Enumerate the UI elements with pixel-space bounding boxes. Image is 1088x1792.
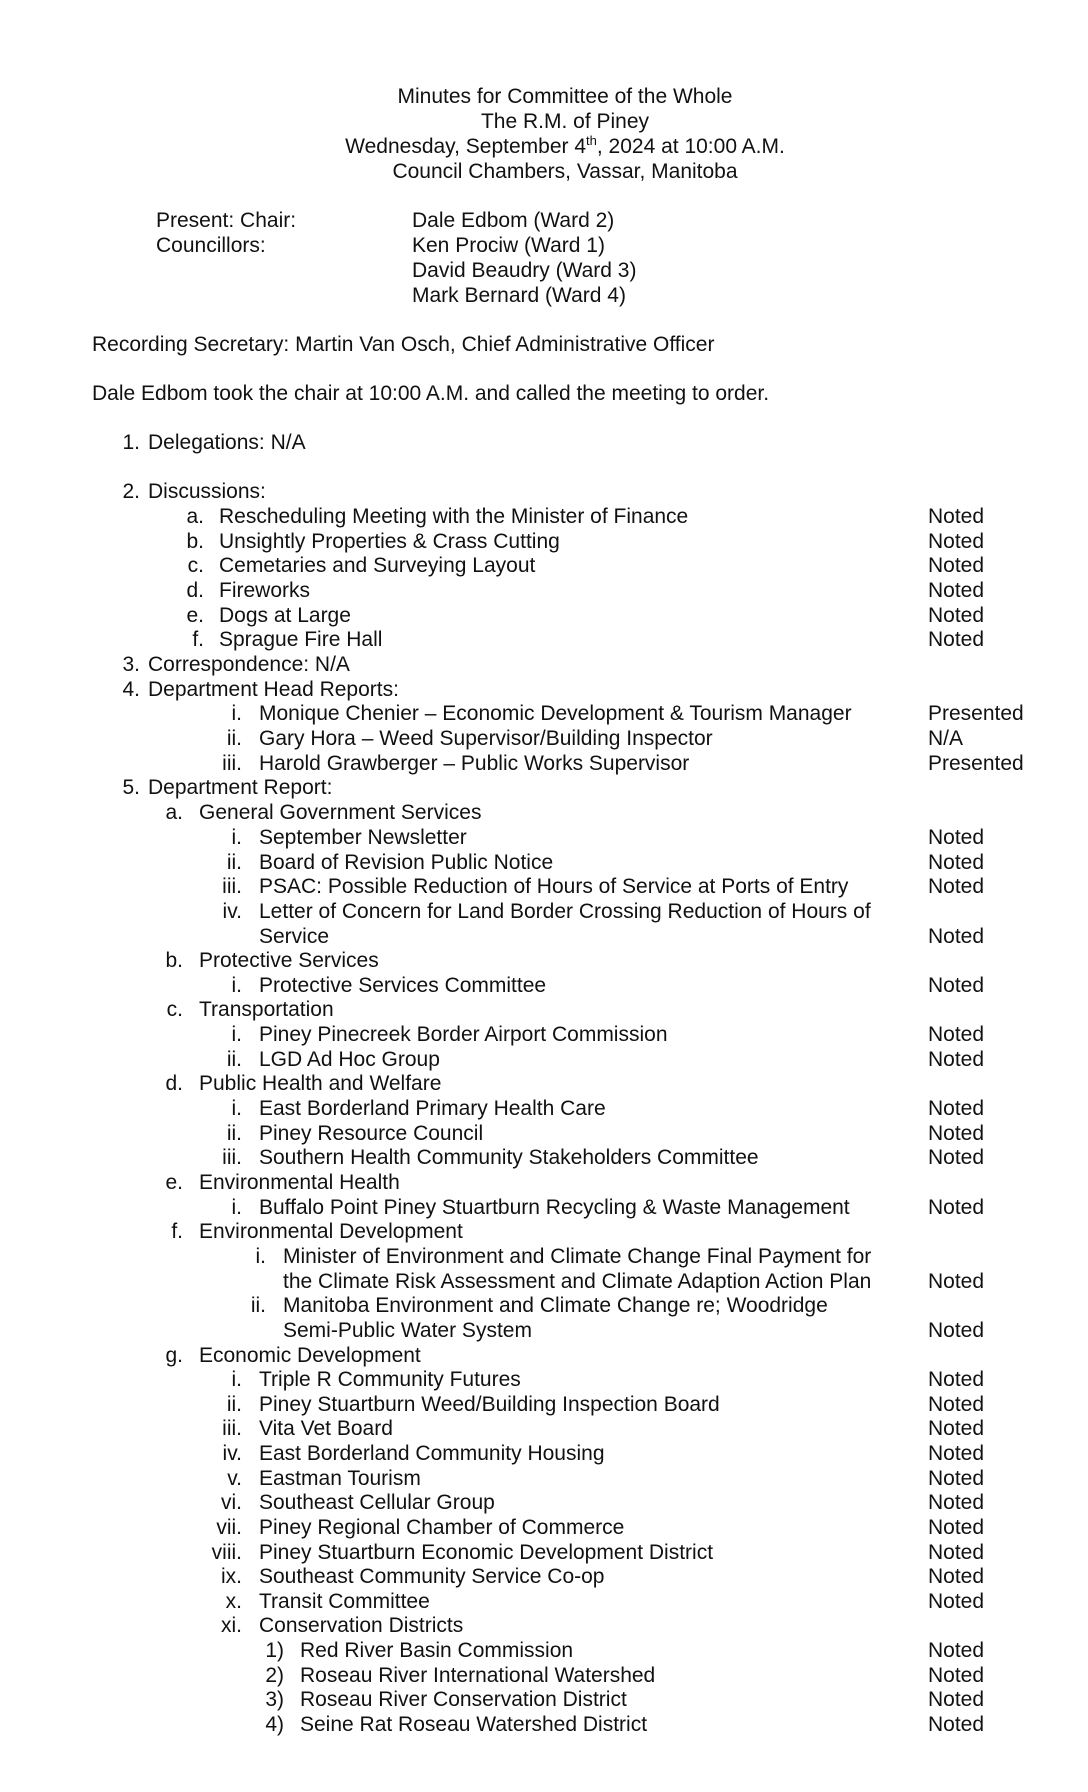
item-number: vii.: [216, 1516, 242, 1539]
item-status: Noted: [928, 1590, 985, 1613]
item-text: Semi-Public Water System: [283, 1319, 532, 1342]
item-text: Cemetaries and Surveying Layout: [219, 554, 536, 577]
item-text: LGD Ad Hoc Group: [259, 1048, 440, 1071]
item-text: September Newsletter: [259, 826, 467, 849]
item-number: iv.: [222, 900, 242, 923]
councillor-name: David Beaudry (Ward 3): [412, 259, 637, 282]
item-text: Eastman Tourism: [259, 1467, 421, 1490]
item-text: Protective Services: [199, 949, 379, 972]
item-number: 1.: [122, 431, 140, 454]
item-status: Noted: [928, 1565, 985, 1588]
item-status: N/A: [928, 727, 964, 750]
item-status: Noted: [928, 579, 985, 602]
item-text: Gary Hora – Weed Supervisor/Building Inspector: [259, 727, 713, 750]
item-number: i.: [231, 826, 242, 849]
call-to-order: Dale Edbom took the chair at 10:00 A.M. and called the meeting to order.: [92, 382, 770, 405]
item-status: Noted: [928, 1417, 985, 1440]
item-text: Piney Stuartburn Economic Development District: [259, 1541, 714, 1564]
item-number: 2.: [122, 480, 140, 503]
item-status: Noted: [928, 1048, 985, 1071]
item-status: Noted: [928, 628, 985, 651]
item-number: i.: [231, 702, 242, 725]
item-text: Dogs at Large: [219, 604, 351, 627]
item-number: a.: [165, 801, 183, 824]
item-number: iii.: [222, 875, 242, 898]
item-text: East Borderland Community Housing: [259, 1442, 605, 1465]
item-status: Presented: [928, 752, 1024, 775]
item-status: Noted: [928, 1688, 985, 1711]
item-number: xi.: [221, 1614, 242, 1637]
item-text: Monique Chenier – Economic Development & Tourism Manager: [259, 702, 852, 725]
item-number: iii.: [222, 752, 242, 775]
item-text: Piney Regional Chamber of Commerce: [259, 1516, 625, 1539]
document-title: Minutes for Committee of the Whole: [397, 85, 733, 108]
item-number: b.: [186, 530, 204, 553]
item-text: Piney Stuartburn Weed/Building Inspection Board: [259, 1393, 720, 1416]
item-number: i.: [231, 1196, 242, 1219]
item-number: i.: [255, 1245, 266, 1268]
item-number: iii.: [222, 1417, 242, 1440]
item-number: 3.: [122, 653, 140, 676]
item-number: 4.: [122, 678, 140, 701]
item-text: Correspondence: N/A: [148, 653, 350, 676]
item-status: Noted: [928, 1713, 985, 1736]
item-number: i.: [231, 974, 242, 997]
item-status: Noted: [928, 1368, 985, 1391]
item-status: Noted: [928, 530, 985, 553]
item-text: Protective Services Committee: [259, 974, 547, 997]
item-text: Red River Basin Commission: [300, 1639, 574, 1662]
item-text: Roseau River International Watershed: [300, 1664, 656, 1687]
councillors-label: Councillors:: [156, 234, 266, 257]
item-text: Unsightly Properties & Crass Cutting: [219, 530, 560, 553]
item-text: Southeast Community Service Co-op: [259, 1565, 605, 1588]
item-text: Service: [259, 925, 330, 948]
item-number: 1): [265, 1639, 284, 1662]
item-text: Seine Rat Roseau Watershed District: [300, 1713, 648, 1736]
item-text: Fireworks: [219, 579, 311, 602]
item-number: 5.: [122, 776, 140, 799]
present-label: Present: Chair:: [156, 209, 297, 232]
item-status: Noted: [928, 1467, 985, 1490]
item-text: Letter of Concern for Land Border Crossing Reduction of Hours of: [259, 900, 871, 923]
item-number: x.: [225, 1590, 242, 1613]
item-status: Noted: [928, 875, 985, 898]
item-number: vi.: [221, 1491, 242, 1514]
item-text: Department Report:: [148, 776, 333, 799]
item-text: Minister of Environment and Climate Change Final Payment for: [283, 1245, 872, 1268]
item-text: PSAC: Possible Reduction of Hours of Service at Ports of Entry: [259, 875, 849, 898]
item-status: Noted: [928, 1122, 985, 1145]
item-text: Roseau River Conservation District: [300, 1688, 627, 1711]
item-text: Department Head Reports:: [148, 678, 399, 701]
item-number: d.: [165, 1072, 183, 1095]
item-text: Environmental Development: [199, 1220, 463, 1243]
item-number: e.: [186, 604, 204, 627]
item-number: f.: [192, 628, 204, 651]
item-number: c.: [166, 998, 183, 1021]
item-text: Public Health and Welfare: [199, 1072, 442, 1095]
item-text: East Borderland Primary Health Care: [259, 1097, 606, 1120]
item-text: Delegations: N/A: [148, 431, 306, 454]
item-number: d.: [186, 579, 204, 602]
item-text: General Government Services: [199, 801, 482, 824]
item-text: Board of Revision Public Notice: [259, 851, 554, 874]
item-status: Noted: [928, 604, 985, 627]
item-text: Discussions:: [148, 480, 266, 503]
item-text: Conservation Districts: [259, 1614, 464, 1637]
item-text: Piney Pinecreek Border Airport Commission: [259, 1023, 668, 1046]
item-status: Noted: [928, 851, 985, 874]
item-number: c.: [187, 554, 204, 577]
item-status: Noted: [928, 1393, 985, 1416]
item-text: Harold Grawberger – Public Works Supervisor: [259, 752, 690, 775]
item-status: Noted: [928, 1442, 985, 1465]
item-number: ii.: [226, 1048, 242, 1071]
item-status: Noted: [928, 1097, 985, 1120]
item-number: ii.: [226, 851, 242, 874]
item-number: iii.: [222, 1146, 242, 1169]
item-number: viii.: [211, 1541, 242, 1564]
item-number: i.: [231, 1023, 242, 1046]
chair-name: Dale Edbom (Ward 2): [412, 209, 615, 232]
item-number: 3): [265, 1688, 284, 1711]
item-number: ii.: [226, 1122, 242, 1145]
item-status: Noted: [928, 1664, 985, 1687]
item-text: Economic Development: [199, 1344, 421, 1367]
municipality-name: The R.M. of Piney: [480, 110, 650, 133]
item-number: b.: [165, 949, 183, 972]
meeting-location: Council Chambers, Vassar, Manitoba: [392, 160, 738, 183]
item-number: i.: [231, 1097, 242, 1120]
item-number: g.: [165, 1344, 183, 1367]
item-status: Noted: [928, 554, 985, 577]
item-status: Noted: [928, 1023, 985, 1046]
item-text: Transportation: [199, 998, 334, 1021]
item-number: i.: [231, 1368, 242, 1391]
item-text: Piney Resource Council: [259, 1122, 484, 1145]
item-text: the Climate Risk Assessment and Climate Adaption Action Plan: [283, 1270, 872, 1293]
item-number: a.: [186, 505, 204, 528]
item-status: Noted: [928, 1639, 985, 1662]
item-text: Transit Committee: [259, 1590, 430, 1613]
item-number: f.: [171, 1220, 183, 1243]
item-status: Noted: [928, 1146, 985, 1169]
item-status: Presented: [928, 702, 1024, 725]
recording-secretary: Recording Secretary: Martin Van Osch, Chief Administrative Officer: [92, 333, 715, 356]
item-status: Noted: [928, 1270, 985, 1293]
item-text: Southern Health Community Stakeholders Committee: [259, 1146, 759, 1169]
item-text: Triple R Community Futures: [259, 1368, 521, 1391]
item-status: Noted: [928, 1196, 985, 1219]
item-text: Buffalo Point Piney Stuartburn Recycling & Waste Management: [259, 1196, 850, 1219]
item-text: Manitoba Environment and Climate Change re; Woodridge: [283, 1294, 828, 1317]
item-text: Southeast Cellular Group: [259, 1491, 495, 1514]
item-number: ii.: [226, 1393, 242, 1416]
item-number: ii.: [250, 1294, 266, 1317]
item-status: Noted: [928, 925, 985, 948]
item-status: Noted: [928, 1541, 985, 1564]
meeting-date: Wednesday, September 4th, 2024 at 10:00 A.M.: [345, 133, 785, 158]
item-text: Environmental Health: [199, 1171, 400, 1194]
item-status: Noted: [928, 1491, 985, 1514]
item-text: Rescheduling Meeting with the Minister of Finance: [219, 505, 689, 528]
item-number: ii.: [226, 727, 242, 750]
item-number: e.: [165, 1171, 183, 1194]
item-status: Noted: [928, 1516, 985, 1539]
item-status: Noted: [928, 505, 985, 528]
item-number: 2): [265, 1664, 284, 1687]
councillor-name: Ken Prociw (Ward 1): [412, 234, 605, 257]
item-status: Noted: [928, 1319, 985, 1342]
item-status: Noted: [928, 826, 985, 849]
item-text: Sprague Fire Hall: [219, 628, 383, 651]
item-status: Noted: [928, 974, 985, 997]
item-text: Vita Vet Board: [259, 1417, 393, 1440]
item-number: ix.: [221, 1565, 242, 1588]
item-number: v.: [227, 1467, 242, 1490]
item-number: iv.: [222, 1442, 242, 1465]
item-number: 4): [265, 1713, 284, 1736]
councillor-name: Mark Bernard (Ward 4): [412, 284, 626, 307]
